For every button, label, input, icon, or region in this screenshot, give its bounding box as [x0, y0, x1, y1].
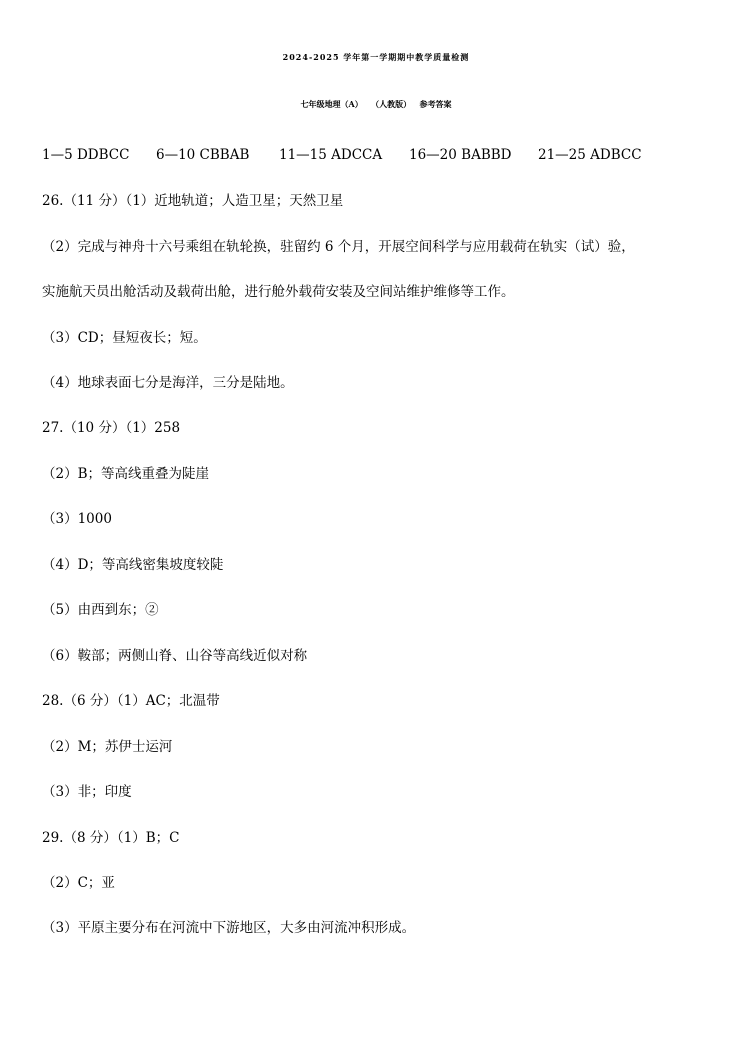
answer-line: （2）C；亚	[42, 875, 115, 891]
answer-line: （6）鞍部；两侧山脊、山谷等高线近似对称	[42, 648, 308, 664]
answer-line: 26.（11 分）（1）近地轨道；人造卫星；天然卫星	[42, 193, 344, 209]
answer-line: （2）B；等高线重叠为陡崖	[42, 466, 210, 482]
answer-line: （2）完成与神舟十六号乘组在轨轮换，驻留约 6 个月，开展空间科学与应用载荷在轨实（试）验，	[42, 239, 635, 255]
answer-line: （3）CD；昼短夜长；短。	[42, 330, 207, 346]
choice-answer-group: 11—15 ADCCA	[279, 147, 383, 163]
answer-line: 实施航天员出舱活动及载荷出舱，进行舱外载荷安装及空间站维护维修等工作。	[42, 284, 515, 300]
choice-answer-group: 16—20 BABBD	[409, 147, 512, 163]
choice-answer-group: 1—5 DDBCC	[42, 147, 130, 163]
answer-line: （2）M；苏伊士运河	[42, 739, 173, 755]
answer-line: （3）平原主要分布在河流中下游地区，大多由河流冲积形成。	[42, 920, 416, 936]
choice-answer-group: 21—25 ADBCC	[538, 147, 642, 163]
answer-line: （5）由西到东；②	[42, 602, 159, 618]
answer-line: 27.（10 分）（1）258	[42, 420, 181, 436]
answer-line: 28.（6 分）（1）AC；北温带	[42, 693, 220, 709]
answer-line: （4）D；等高线密集坡度较陡	[42, 557, 224, 573]
answer-line: （3）非；印度	[42, 784, 132, 800]
answer-line: 29.（8 分）（1）B；C	[42, 830, 180, 846]
answer-line: （3）1000	[42, 511, 112, 527]
answer-line: （4）地球表面七分是海洋，三分是陆地。	[42, 375, 294, 391]
choice-answer-group: 6—10 CBBAB	[156, 147, 250, 163]
page-title: 2024-2025 学年第一学期期中教学质量检测	[282, 52, 470, 62]
page-subtitle: 七年级地理（A） （人教版） 参考答案	[300, 99, 452, 109]
